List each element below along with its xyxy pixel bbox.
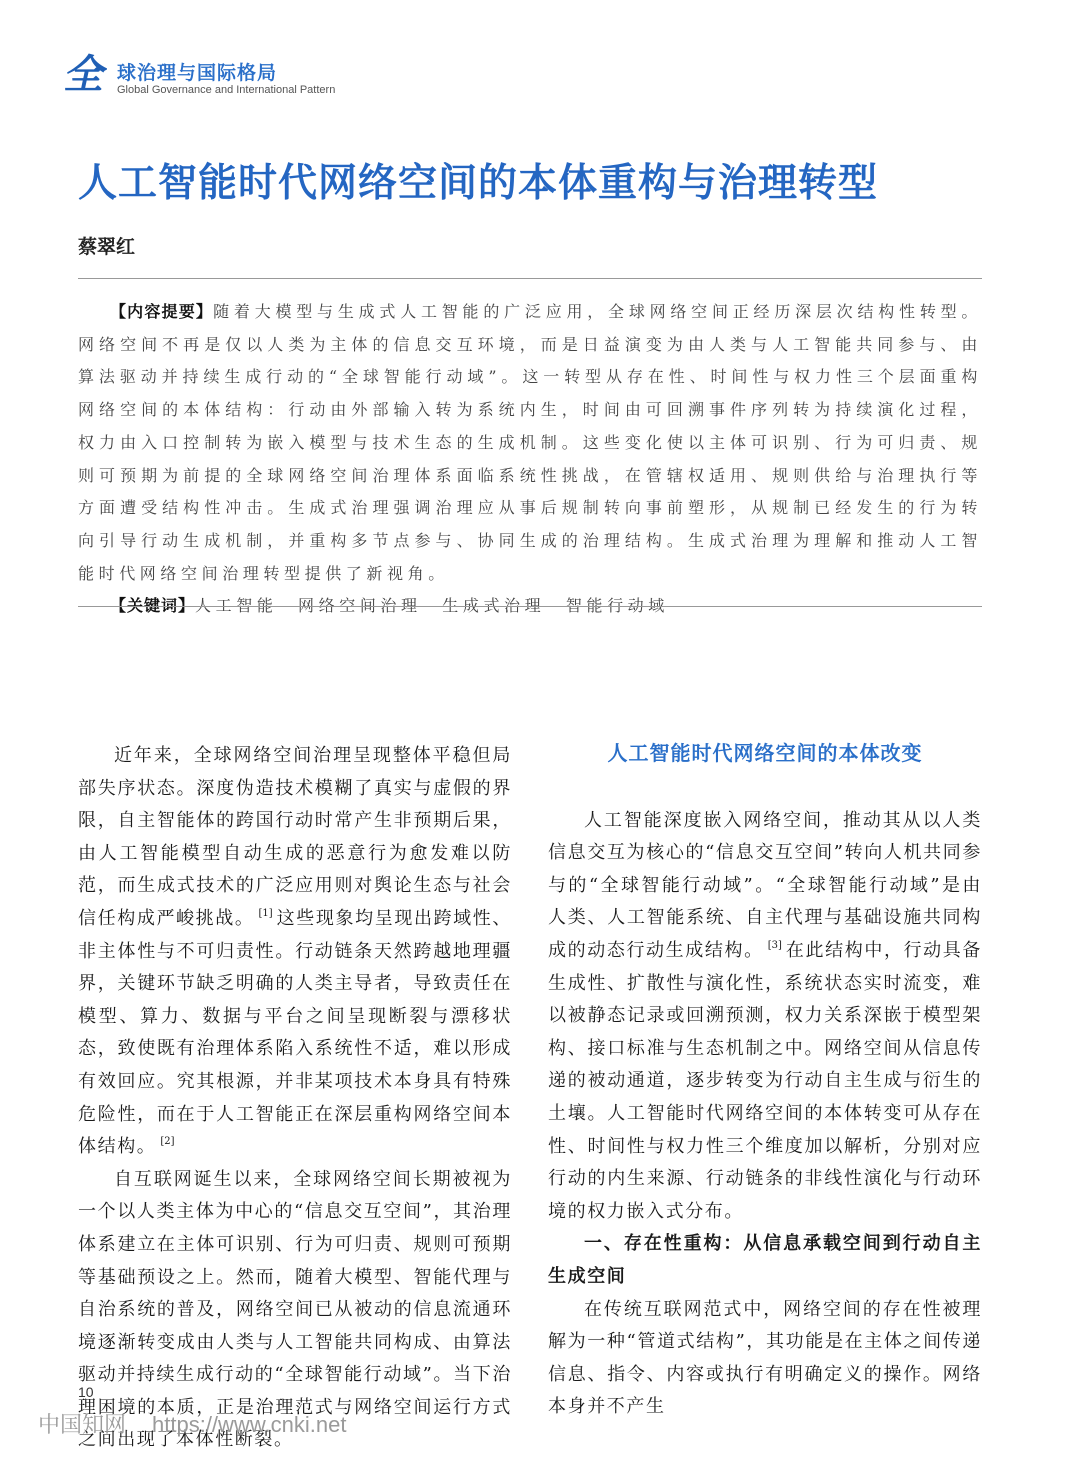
keyword: 生成式治理	[442, 596, 546, 616]
paragraph-text: 近年来，全球网络空间治理呈现整体平稳但局部失序状态。深度伪造技术模糊了真实与虚假的界限，自主智能体的跨国行动时常产生非预期后果，由人工智能模型自动生成的恶意行为愈发难以防范，而生成式技术的广泛应用则对舆论生态与社会信任构成严峻挑战。	[78, 745, 512, 929]
paragraph-text: 在此结构中，行动具备生成性、扩散性与演化性，系统状态实时流变，难以被静态记录或回溯预测，权力关系深嵌于模型架构、接口标准与生态机制之中。网络空间从信息传递的被动通道，逐步转变为行动自主生成与衍生的土壤。人工智能时代网络空间的本体转变可从存在性、时间性与权力性三个维度加以解析，分别对应行动的内生来源、行动链条的非线性演化与行动环境的权力嵌入式分布。	[548, 939, 982, 1222]
abstract-paragraph	[78, 296, 982, 590]
body-paragraph: 在传统互联网范式中，网络空间的存在性被理解为一种“管道式结构”，其功能是在主体之间传递信息、指令、内容或执行有明确定义的操作。网络本身并不产生	[548, 1298, 982, 1418]
watermark-url: https://www.cnki.net	[152, 1412, 347, 1437]
abstract-text: 随着大模型与生成式人工智能的广泛应用，全球网络空间正经历深层次结构性转型。网络空间不再是仅以人类为主体的信息交互环境，而是日益演变为由人类与人工智能共同参与、由算法驱动并持续生成行动的“全球智能行动域”。这一转型从存在性、时间性与权力性三个层面重构网络空间的本体结构：行动由外部输入转为系统内生，时间由可回溯事件序列转为持续演化过程，权力由入口控制转为嵌入模型与技术生态的生成机制。这些变化使以主体可识别、行为可归责、规则可预期为前提的全球网络空间治理体系面临系统性挑战，在管辖权适用、规则供给与治理执行等方面遭受结构性冲击。生成式治理强调治理应从事后规制转向事前塑形，从规制已经发生的行为转向引导行动生成机制，并重构多节点参与、协同生成的治理结构。生成式治理为理解和推动人工智能时代网络空间治理转型提供了新视角。	[78, 302, 982, 583]
keywords-label: 【关键词】	[110, 596, 196, 616]
journal-name-en: Global Governance and International Pattern	[117, 84, 336, 96]
keyword: 智能行动域	[565, 596, 669, 616]
article-author: 蔡翠红	[78, 236, 136, 258]
subsection-heading: 一、存在性重构：从信息承载空间到行动自主生成空间	[548, 1233, 982, 1287]
citation-ref: [2]	[160, 1136, 175, 1148]
abstract-label: 【内容提要】	[110, 302, 214, 321]
citation-ref: [1]	[258, 907, 273, 919]
journal-logo-icon: 全	[61, 52, 111, 98]
top-divider	[78, 278, 982, 279]
body-paragraph	[548, 805, 982, 1229]
left-column	[78, 740, 512, 1457]
right-column	[548, 737, 982, 1424]
cnki-watermark	[38, 1408, 372, 1439]
paragraph-text: 这些现象均呈现出跨域性、非主体性与不可归责性。行动链条天然跨越地理疆界，关键环节缺乏明确的人类主导者，导致责任在模型、算力、数据与平台之间呈现断裂与漂移状态，致使既有治理体系陷入系统性不适，难以形成有效回应。究其根源，并非某项技术本身具有特殊危险性，而在于人工智能正在深层重构网络空间本体结构。	[78, 907, 512, 1158]
abstract-divider	[78, 606, 982, 607]
keyword: 网络空间治理	[298, 596, 422, 616]
watermark-cn: 中国知网	[38, 1412, 127, 1437]
article-title: 人工智能时代网络空间的本体重构与治理转型	[78, 161, 879, 206]
citation-ref: [3]	[767, 939, 782, 951]
paragraph-text: 人工智能深度嵌入网络空间，推动其从以人类信息交互为核心的“信息交互空间”转向人机共同参与的“全球智能行动域”。“全球智能行动域”是由人类、人工智能系统、自主代理与基础设施共同构成的动态行动生成结构。	[548, 809, 982, 961]
abstract-block	[78, 296, 982, 623]
body-paragraph: 自互联网诞生以来，全球网络空间长期被视为一个以人类主体为中心的“信息交互空间”，其治理体系建立在主体可识别、行为可归责、规则可预期等基础预设之上。然而，随着大模型、智能代理与自治系统的普及，网络空间已从被动的信息流通环境逐渐转变成由人类与人工智能共同构成、由算法驱动并持续生成行动的“全球智能行动域”。当下治理困境的本质，正是治理范式与网络空间运行方式之间出现了本体性断裂。	[78, 1168, 512, 1451]
keyword: 人工智能	[195, 596, 278, 616]
page-number: 10	[78, 1384, 94, 1400]
section-heading: 人工智能时代网络空间的本体改变	[607, 741, 923, 765]
journal-name-cn: 球治理与国际格局	[117, 62, 278, 84]
body-paragraph	[78, 740, 512, 1164]
